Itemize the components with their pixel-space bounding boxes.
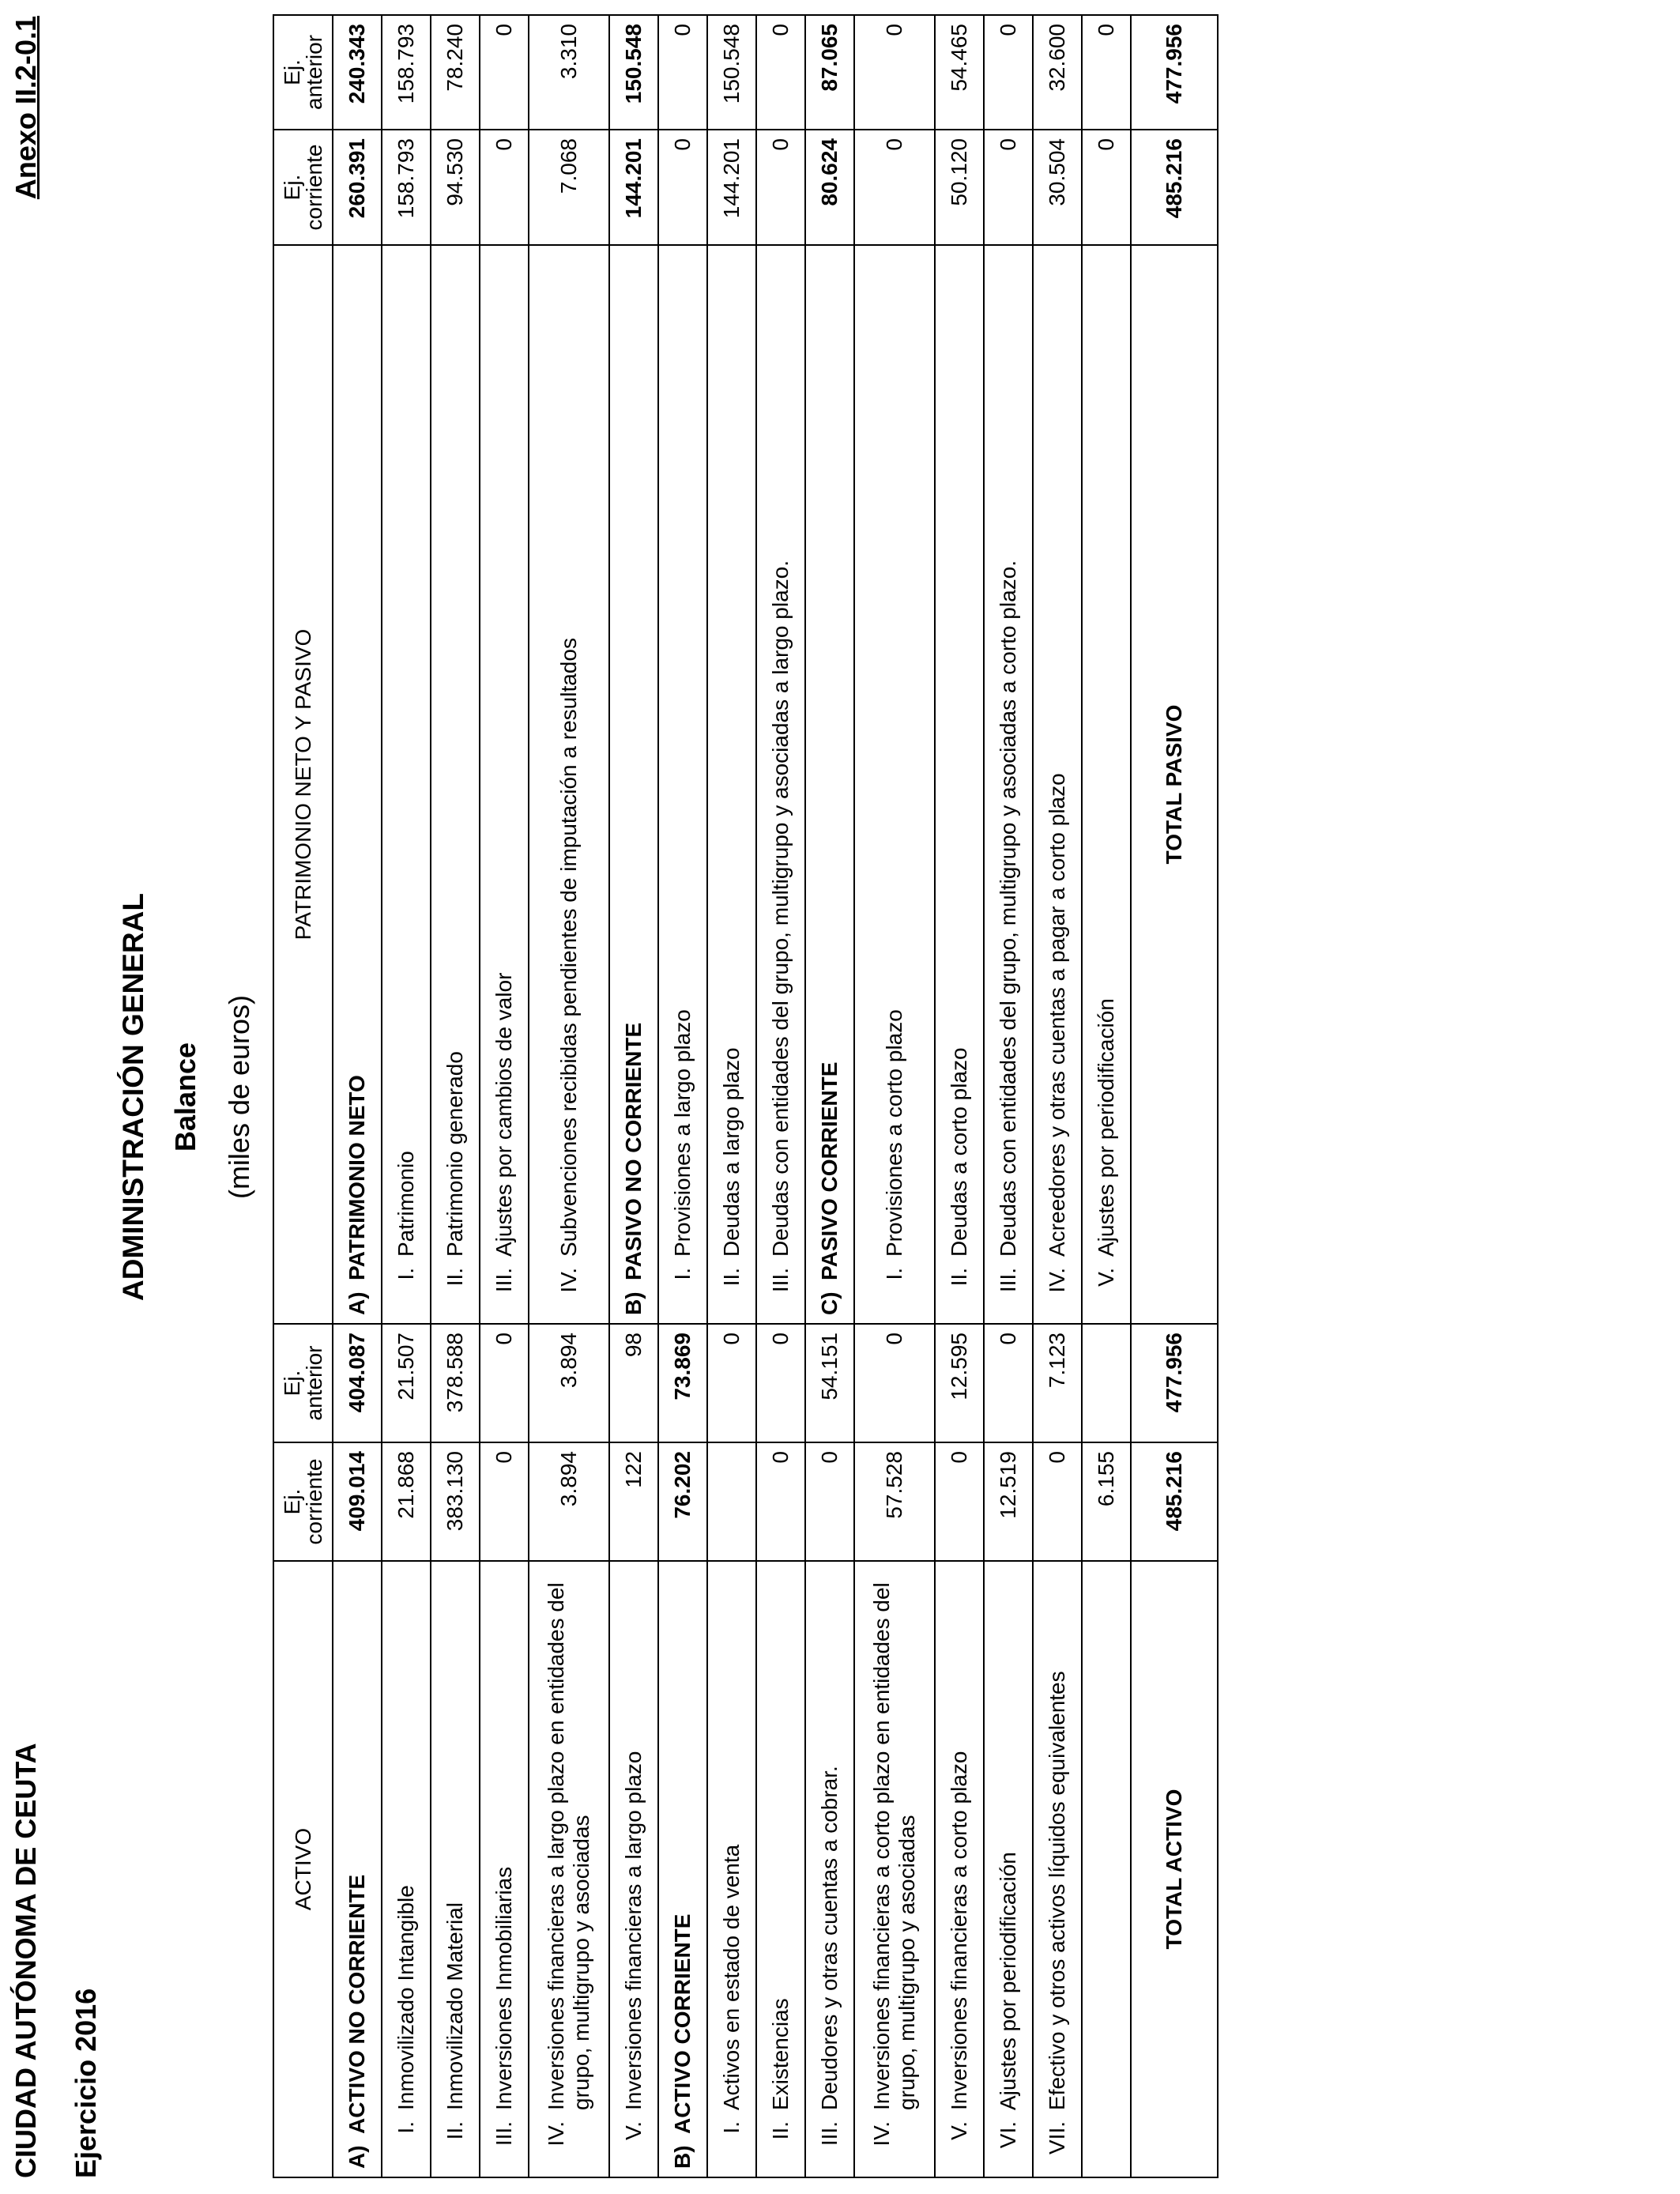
pasivo-current-value: 30.504 bbox=[1033, 130, 1082, 245]
pasivo-current-value: 0 bbox=[1082, 130, 1131, 245]
pasivo-previous-value: 32.600 bbox=[1033, 15, 1082, 130]
pasivo-current-value: 94.530 bbox=[431, 130, 480, 245]
pasivo-current-value: 144.201 bbox=[609, 130, 658, 245]
table-row bbox=[382, 15, 431, 2177]
pasivo-item-number: II. bbox=[719, 1268, 744, 1287]
pasivo-current-value: 144.201 bbox=[707, 130, 756, 245]
pasivo-item-label: PASIVO NO CORRIENTE bbox=[621, 1022, 646, 1280]
total-pasivo-current: 485.216 bbox=[1131, 130, 1218, 245]
activo-current-value: 383.130 bbox=[431, 1442, 480, 1561]
activo-item bbox=[756, 1561, 805, 2177]
pasivo-item-label: Ajustes por cambios de valor bbox=[492, 972, 516, 1257]
table-body bbox=[333, 15, 1131, 2177]
activo-current-value: 0 bbox=[1033, 1442, 1082, 1561]
pasivo-item-number: III. bbox=[492, 1268, 516, 1293]
pasivo-previous-value: 0 bbox=[480, 15, 529, 130]
pasivo-item bbox=[431, 245, 480, 1324]
table-row bbox=[658, 15, 707, 2177]
table-row bbox=[935, 15, 984, 2177]
pasivo-previous-value: 0 bbox=[854, 15, 935, 130]
activo-item-number: III. bbox=[492, 2121, 516, 2147]
pasivo-previous-value: 87.065 bbox=[805, 15, 854, 130]
table-row bbox=[854, 15, 935, 2177]
pasivo-previous-value: 0 bbox=[658, 15, 707, 130]
pasivo-previous-value: 150.548 bbox=[707, 15, 756, 130]
pasivo-item-number: II. bbox=[947, 1268, 971, 1287]
pasivo-previous-value: 54.465 bbox=[935, 15, 984, 130]
pasivo-current-value: 7.068 bbox=[529, 130, 609, 245]
activo-previous-value: 7.123 bbox=[1033, 1324, 1082, 1442]
document-subtitle: Balance bbox=[169, 1042, 202, 1152]
activo-item-label: Efectivo y otros activos líquidos equivalentes bbox=[1045, 1671, 1069, 2110]
totals-row bbox=[1131, 15, 1218, 2177]
pasivo-item bbox=[1082, 245, 1131, 1324]
pasivo-item-number: IV. bbox=[1045, 1268, 1069, 1293]
activo-item-number: I. bbox=[394, 2121, 418, 2134]
activo-previous-value: 21.507 bbox=[382, 1324, 431, 1442]
pasivo-header: PATRIMONIO NETO Y PASIVO bbox=[273, 245, 333, 1324]
total-activo-previous: 477.956 bbox=[1131, 1324, 1218, 1442]
total-activo-label: TOTAL ACTIVO bbox=[1131, 1561, 1218, 2177]
table-header-row bbox=[273, 15, 333, 2177]
units-note: (miles de euros) bbox=[223, 994, 255, 1200]
pasivo-current-value: 260.391 bbox=[333, 130, 382, 245]
activo-item-label: Inversiones Inmobiliarias bbox=[492, 1866, 516, 2110]
pasivo-item-label: Patrimonio generado bbox=[443, 1051, 467, 1257]
activo-previous-value: 0 bbox=[480, 1324, 529, 1442]
activo-item bbox=[1033, 1561, 1082, 2177]
pasivo-item-number: I. bbox=[882, 1268, 906, 1280]
table-row bbox=[756, 15, 805, 2177]
pasivo-item-number: B) bbox=[621, 1291, 646, 1315]
activo-item-number: B) bbox=[670, 2145, 695, 2169]
table-row bbox=[707, 15, 756, 2177]
pasivo-item-number: III. bbox=[768, 1268, 793, 1293]
activo-item-number: III. bbox=[817, 2121, 842, 2147]
activo-previous-value: 3.894 bbox=[529, 1324, 609, 1442]
activo-current-value: 21.868 bbox=[382, 1442, 431, 1561]
organization-name: CIUDAD AUTÓNOMA DE CEUTA bbox=[9, 1743, 42, 2178]
fiscal-year: Ejercicio 2016 bbox=[70, 1988, 102, 2178]
table-row bbox=[1082, 15, 1131, 2177]
activo-current-value: 76.202 bbox=[658, 1442, 707, 1561]
activo-item-label: Inversiones financieras a largo plazo bbox=[621, 1751, 646, 2110]
pasivo-item-label: Deudas a largo plazo bbox=[719, 1047, 744, 1257]
activo-item bbox=[382, 1561, 431, 2177]
pasivo-previous-value: 150.548 bbox=[609, 15, 658, 130]
pasivo-item-label: PASIVO CORRIENTE bbox=[817, 1061, 842, 1280]
pasivo-item bbox=[333, 245, 382, 1324]
activo-item-label: Inversiones financieras a corto plazo en entidades del grupo, multigrupo y asociadas bbox=[869, 1582, 919, 2110]
pasivo-current-value: 0 bbox=[756, 130, 805, 245]
activo-current-value: 0 bbox=[480, 1442, 529, 1561]
activo-item-number: A) bbox=[345, 2145, 369, 2169]
activo-item-label: ACTIVO NO CORRIENTE bbox=[345, 1874, 369, 2134]
pasivo-item-label: Provisiones a largo plazo bbox=[670, 1009, 695, 1257]
activo-item bbox=[658, 1561, 707, 2177]
activo-previous-value: 0 bbox=[854, 1324, 935, 1442]
pasivo-item-number: V. bbox=[1094, 1268, 1118, 1287]
pasivo-item-number: I. bbox=[394, 1268, 418, 1280]
activo-item bbox=[935, 1561, 984, 2177]
activo-previous-value: 0 bbox=[756, 1324, 805, 1442]
activo-item bbox=[805, 1561, 854, 2177]
pasivo-item bbox=[1033, 245, 1082, 1324]
pasivo-current-value: 0 bbox=[480, 130, 529, 245]
annex-reference: Anexo II.2-0.1 bbox=[9, 16, 42, 200]
table-row bbox=[1033, 15, 1082, 2177]
activo-current-value: 0 bbox=[805, 1442, 854, 1561]
pasivo-item-label: Acreedores y otras cuentas a pagar a corto plazo bbox=[1045, 773, 1069, 1257]
table-row bbox=[984, 15, 1033, 2177]
pasivo-current-value: 50.120 bbox=[935, 130, 984, 245]
pasivo-item bbox=[756, 245, 805, 1324]
activo-item bbox=[333, 1561, 382, 2177]
pasivo-item bbox=[707, 245, 756, 1324]
activo-current-value: 6.155 bbox=[1082, 1442, 1131, 1561]
pasivo-item-number: II. bbox=[443, 1268, 467, 1287]
pasivo-item bbox=[805, 245, 854, 1324]
activo-current-value: 409.014 bbox=[333, 1442, 382, 1561]
activo-previous-value: 54.151 bbox=[805, 1324, 854, 1442]
activo-item-number: II. bbox=[443, 2121, 467, 2140]
total-activo-current: 485.216 bbox=[1131, 1442, 1218, 1561]
activo-item bbox=[529, 1561, 609, 2177]
pasivo-previous-value: 0 bbox=[984, 15, 1033, 130]
pasivo-current-value: 80.624 bbox=[805, 130, 854, 245]
activo-current-value: 12.519 bbox=[984, 1442, 1033, 1561]
activo-previous-value: 73.869 bbox=[658, 1324, 707, 1442]
activo-header: ACTIVO bbox=[273, 1561, 333, 2177]
activo-item bbox=[984, 1561, 1033, 2177]
pasivo-item bbox=[609, 245, 658, 1324]
activo-item-number: VII. bbox=[1045, 2121, 1069, 2155]
activo-item-number: V. bbox=[947, 2121, 971, 2140]
pasivo-previous-value: 78.240 bbox=[431, 15, 480, 130]
pasivo-item bbox=[480, 245, 529, 1324]
activo-item bbox=[707, 1561, 756, 2177]
pasivo-item bbox=[529, 245, 609, 1324]
pasivo-item-label: PATRIMONIO NETO bbox=[345, 1075, 369, 1280]
balance-table bbox=[273, 14, 1219, 2178]
activo-item-label: ACTIVO CORRIENTE bbox=[670, 1913, 695, 2134]
activo-item bbox=[854, 1561, 935, 2177]
pasivo-current-value: 0 bbox=[854, 130, 935, 245]
pasivo-item-number: I. bbox=[670, 1268, 695, 1280]
table-row bbox=[480, 15, 529, 2177]
pasivo-previous-header: Ej. anterior bbox=[273, 15, 333, 130]
pasivo-item-label: Ajustes por periodificación bbox=[1094, 998, 1118, 1257]
total-pasivo-label: TOTAL PASIVO bbox=[1131, 245, 1218, 1324]
activo-current-value: 3.894 bbox=[529, 1442, 609, 1561]
activo-item-label: Inmovilizado Material bbox=[443, 1902, 467, 2110]
pasivo-item-number: A) bbox=[345, 1291, 369, 1315]
activo-item-number: I. bbox=[719, 2121, 744, 2134]
pasivo-current-header: Ej. corriente bbox=[273, 130, 333, 245]
pasivo-item-label: Provisiones a corto plazo bbox=[882, 1009, 906, 1257]
pasivo-item-label: Deudas con entidades del grupo, multigrupo y asociadas a corto plazo. bbox=[996, 560, 1020, 1257]
activo-item-label: Inversiones financieras a corto plazo bbox=[947, 1751, 971, 2110]
activo-current-value: 57.528 bbox=[854, 1442, 935, 1561]
activo-item-label: Inmovilizado Intangible bbox=[394, 1885, 418, 2110]
pasivo-item bbox=[658, 245, 707, 1324]
activo-current-value: 0 bbox=[935, 1442, 984, 1561]
activo-item-number: II. bbox=[768, 2121, 793, 2140]
document-title: ADMINISTRACIÓN GENERAL bbox=[117, 893, 149, 1301]
pasivo-item-label: Deudas con entidades del grupo, multigrupo y asociadas a largo plazo. bbox=[768, 560, 793, 1257]
pasivo-previous-value: 3.310 bbox=[529, 15, 609, 130]
activo-previous-value: 0 bbox=[707, 1324, 756, 1442]
total-pasivo-previous: 477.956 bbox=[1131, 15, 1218, 130]
activo-current-value bbox=[707, 1442, 756, 1561]
activo-item-number: IV. bbox=[544, 2121, 568, 2147]
table-row bbox=[431, 15, 480, 2177]
activo-previous-header: Ej. anterior bbox=[273, 1324, 333, 1442]
activo-previous-value bbox=[1082, 1324, 1131, 1442]
activo-item-label: Activos en estado de venta bbox=[719, 1844, 744, 2110]
pasivo-item-number: III. bbox=[996, 1268, 1020, 1293]
activo-previous-value: 404.087 bbox=[333, 1324, 382, 1442]
pasivo-item-label: Deudas a corto plazo bbox=[947, 1047, 971, 1257]
pasivo-item-number: IV. bbox=[556, 1268, 581, 1293]
pasivo-item bbox=[935, 245, 984, 1324]
pasivo-previous-value: 240.343 bbox=[333, 15, 382, 130]
activo-previous-value: 12.595 bbox=[935, 1324, 984, 1442]
activo-previous-value: 378.588 bbox=[431, 1324, 480, 1442]
pasivo-item bbox=[854, 245, 935, 1324]
activo-item bbox=[609, 1561, 658, 2177]
table-row bbox=[805, 15, 854, 2177]
table-row bbox=[333, 15, 382, 2177]
activo-current-value: 122 bbox=[609, 1442, 658, 1561]
pasivo-item-label: Patrimonio bbox=[394, 1151, 418, 1257]
activo-item bbox=[1082, 1561, 1131, 2177]
activo-item-label: Ajustes por periodificación bbox=[996, 1852, 1020, 2110]
activo-item-label: Existencias bbox=[768, 1998, 793, 2110]
pasivo-item-label: Subvenciones recibidas pendientes de imputación a resultados bbox=[556, 638, 581, 1257]
activo-current-header: Ej. corriente bbox=[273, 1442, 333, 1561]
pasivo-item bbox=[984, 245, 1033, 1324]
activo-current-value: 0 bbox=[756, 1442, 805, 1561]
pasivo-previous-value: 0 bbox=[1082, 15, 1131, 130]
activo-previous-value: 0 bbox=[984, 1324, 1033, 1442]
pasivo-item bbox=[382, 245, 431, 1324]
pasivo-previous-value: 0 bbox=[756, 15, 805, 130]
activo-item-label: Deudores y otras cuentas a cobrar. bbox=[817, 1766, 842, 2110]
pasivo-current-value: 0 bbox=[984, 130, 1033, 245]
activo-item bbox=[480, 1561, 529, 2177]
activo-item-number: IV. bbox=[869, 2121, 894, 2147]
table-row bbox=[609, 15, 658, 2177]
activo-item-label: Inversiones financieras a largo plazo en entidades del grupo, multigrupo y asociadas bbox=[544, 1582, 593, 2110]
activo-previous-value: 98 bbox=[609, 1324, 658, 1442]
pasivo-current-value: 0 bbox=[658, 130, 707, 245]
pasivo-item-number: C) bbox=[817, 1291, 842, 1315]
pasivo-current-value: 158.793 bbox=[382, 130, 431, 245]
pasivo-previous-value: 158.793 bbox=[382, 15, 431, 130]
activo-item bbox=[431, 1561, 480, 2177]
table-row bbox=[529, 15, 609, 2177]
activo-item-number: VI. bbox=[996, 2121, 1020, 2149]
activo-item-number: V. bbox=[621, 2121, 646, 2140]
